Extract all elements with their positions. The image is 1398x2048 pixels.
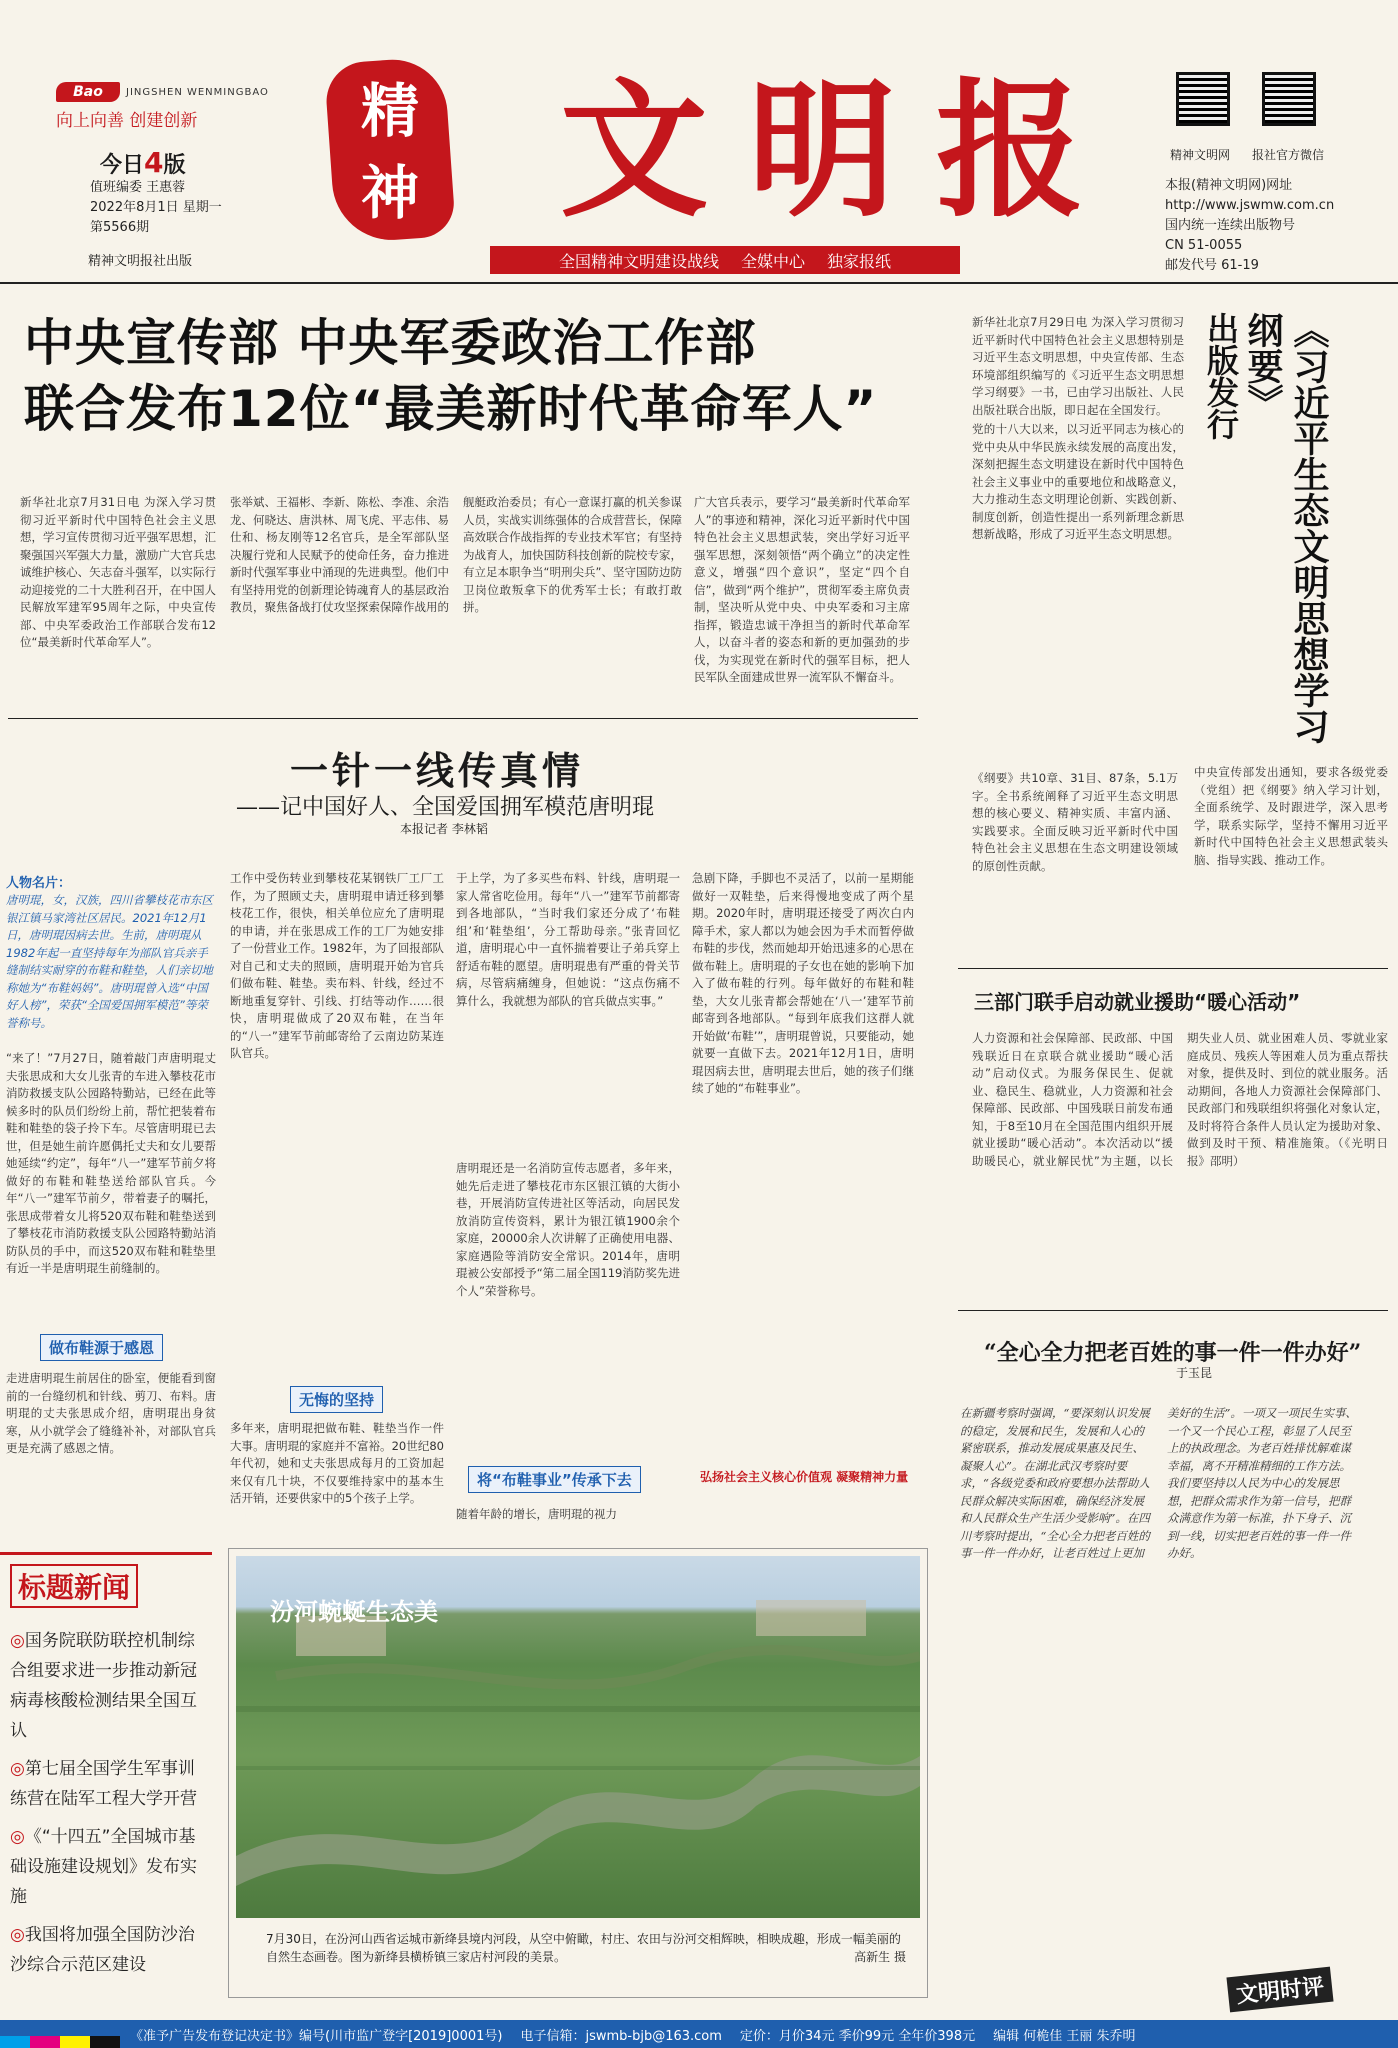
feature-column xyxy=(6,1050,216,1330)
banner-item: 全国精神文明建设战线 xyxy=(558,251,719,271)
lead-story-column xyxy=(230,494,682,724)
publisher: 精神文明报社出版 xyxy=(88,254,193,269)
employment-title[interactable]: 三部门联手启动就业援助“暖心活动” xyxy=(974,990,1301,1014)
paragraph: 党的十八大以来，以习近平同志为核心的党中央从中华民族永续发展的高度出发，深刻把握生态文明建设在新时代中国特色社会主义事业中的重要地位和战略意义，大力推动生态文明理论创新、实践创新、制度创新，创造性提出一系列新理念新思想新战略，形成了习近平生态文明思想。 xyxy=(972,422,1184,541)
qr-label: 报社官方微信 xyxy=(1252,148,1325,162)
paragraph: 新华社北京7月31日电 为深入学习贯彻习近平新时代中国特色社会主义思想，学习宣传贯彻习近平强军思想，汇聚强国兴军强大力量，激励广大官兵忠诚维护核心、矢志奋斗强军，以实际行动迎接党的二十大胜利召开，在中国人民解放军建军95周年之际，中央宣传部、中央军委政治工作部联合发布12位“最美新时代革命军人”。 xyxy=(20,495,216,649)
today-unit: 版 xyxy=(163,153,186,178)
paragraph: 随着年龄的增长，唐明琨的视力 xyxy=(456,1507,617,1521)
slogan: 向上向善 创建创新 xyxy=(56,111,198,131)
logo-mark: Bao xyxy=(56,82,120,102)
site-info-line: CN 51-0055 xyxy=(1165,238,1243,253)
commentary-title[interactable]: “全心全力把老百姓的事一件一件办好” xyxy=(984,1340,1362,1366)
photo-caption xyxy=(266,1930,906,1966)
site-info-line: 本报(精神文明网)网址 xyxy=(1165,178,1293,193)
page-footer xyxy=(0,2020,1398,2048)
footer-price: 定价：月价34元 季价99元 全年价398元 xyxy=(739,2028,976,2044)
headline-line: 联合发布12位“最美新时代革命军人” xyxy=(24,380,878,438)
site-url[interactable]: http://www.jswmw.com.cn xyxy=(1165,198,1335,213)
masthead-banner xyxy=(490,246,960,274)
briefs-list xyxy=(10,1626,206,1980)
footer-license: 《准予广告发布登记决定书》编号(川市监广登字[2019]0001号) xyxy=(130,2028,503,2044)
lead-headline[interactable] xyxy=(24,310,877,442)
photo-credit: 高新生 摄 xyxy=(854,1950,906,1964)
seal-text: 精神 xyxy=(360,77,419,227)
paragraph: 广大官兵表示，要学习“最美新时代革命军人”的事迹和精神，深化习近平新时代中国特色社会主义思想武装，突出学好习近平强军思想，深刻领悟“两个确立”的决定性意义，增强“四个意识”，坚定“四个自信”，做到“两个维护”，贯彻军委主席负责制，坚决听从党中央、中央军委和习主席指挥，锻造忠诚干净担当的新时代革命军人，以奋斗者的姿态和新的更加强劲的步伐，为实现党在新时代的强军目标，把人民军队全面建成世界一流军队不懈奋斗。 xyxy=(694,495,910,684)
duty-editor: 值班编委 王惠蓉 xyxy=(90,180,186,195)
feature-column xyxy=(692,870,914,1460)
feature-title[interactable]: 一针一线传真情 xyxy=(290,748,585,793)
issue-number: 第5566期 xyxy=(90,220,150,235)
commentary-logo: 文明时评 xyxy=(1226,1967,1333,2013)
feature-subhead: 做布鞋源于感恩 xyxy=(40,1334,163,1361)
print-color-bar xyxy=(0,2036,120,2048)
paragraph: 走进唐明琨生前居住的卧室，便能看到窗前的一台缝纫机和针线、剪刀、布料。唐明琨的丈夫张思成介绍，唐明琨出身贫寒，从小就学会了缝缝补补，对部队官兵更是充满了感恩之情。 xyxy=(6,1371,216,1455)
section-divider xyxy=(958,968,1388,969)
qr-label: 精神文明网 xyxy=(1170,148,1231,162)
lead-story-column xyxy=(20,494,216,724)
vertical-story-column xyxy=(972,314,1184,774)
bullet-icon: ◎ xyxy=(10,1925,25,1945)
caption-text: 7月30日，在汾河山西省运城市新绛县境内河段，从空中俯瞰，村庄、农田与汾河交相辉映，相映成趣，形成一幅美丽的自然生态画卷。图为新绛县横桥镇三家店村河段的美景。 xyxy=(266,1932,901,1964)
paragraph: 人力资源和社会保障部、民政部、中国残联近日在京联合就业援助“暖心活动”启动仪式。为服务保民生、促就业、稳民生、稳就业，人力资源和社会保障部、民政部、中国残联日前发布通知，于8至10月在全国范围内组织开展就业援助“暖心活动”。本次活动以“援助暖民心，就业解民忧”为主题，以长期失业人员、就业困难人员、零就业家庭成员、残疾人等困难人员为重点帮扶对象，提供及时、到位的就业服务。活动期间，各地人力资源社会保障部门、民政部门和残联组织将强化对象认定，及时将符合条件人员认定为援助对象、做到及时干预、精准施策。（《光明日报》邵明） xyxy=(972,1031,1388,1168)
today-page-count: 4 xyxy=(144,146,164,179)
brief-text: 国务院联防联控机制综合组要求进一步推动新冠病毒核酸检测结果全国互认 xyxy=(10,1631,197,1741)
masthead-divider xyxy=(0,282,1398,284)
vertical-story-column xyxy=(972,770,1178,960)
bullet-icon: ◎ xyxy=(10,1631,25,1651)
commentary-body xyxy=(960,1405,1360,1965)
values-blurb: 弘扬社会主义核心价值观 凝聚精神力量 xyxy=(700,1470,909,1484)
feature-column xyxy=(456,1506,680,1536)
feature-subtitle: ——记中国好人、全国爱国拥军模范唐明琨 xyxy=(236,795,655,820)
brief-text: 《“十四五”全国城市基础设施建设规划》发布实施 xyxy=(10,1827,197,1907)
banner-item: 全媒中心 xyxy=(740,251,805,271)
today-pages xyxy=(100,146,186,179)
vertical-story-column xyxy=(1194,764,1388,960)
site-info-line: 邮发代号 61-19 xyxy=(1165,258,1259,273)
today-label: 今日 xyxy=(100,153,145,178)
footer-editors: 编辑 何桅佳 王丽 朱乔明 xyxy=(993,2028,1136,2044)
paragraph: 中央宣传部发出通知，要求各级党委（党组）把《纲要》纳入学习计划，全面系统学、及时跟进学，深入思考学，联系实际学，坚持不懈用习近平新时代中国特色社会主义思想武装头脑、指导实践、推动工作。 xyxy=(1194,765,1388,867)
commentary-author: 于玉昆 xyxy=(1176,1366,1213,1380)
newspaper-logo xyxy=(56,82,269,102)
feature-column xyxy=(456,870,680,1154)
paragraph: 工作中受伤转业到攀枝花某钢铁厂工厂工作，为了照顾丈夫，唐明琨申请迁移到攀枝花工作，很快，相关单位应允了唐明琨的申请，并在张思成工作的工厂为她安排了一份营业工作。1982年，为了回报部队对自己和丈夫的照顾，唐明琨开始为官兵们做布鞋、鞋垫。卖布料、针线，经过不断地重复穿针、引线、打结等动作……很快，唐明琨做成了20双布鞋，在当年的“八一”建军节前邮寄给了云南边防某连队官兵。 xyxy=(230,871,444,1060)
brief-item[interactable] xyxy=(10,1626,206,1746)
paragraph: 于上学，为了多买些布料、针线，唐明琨一家人常省吃俭用。每年“八一”建军节前都寄到各地部队，“当时我们家还分成了‘布鞋组’和‘鞋垫组’，分工帮助母亲。”张青回忆道，唐明琨心中一直怀揣着要让子弟兵穿上舒适布鞋的愿望。唐明琨患有严重的骨关节病，尽管病痛缠身，但她说：“这点伤痛不算什么，我就想为部队的官兵做点实事。” xyxy=(456,871,680,1008)
byline: 本报记者 李林韬 xyxy=(400,822,488,836)
paragraph: 《纲要》共10章、31目、87条，5.1万字。全书系统阐释了习近平生态文明思想的核心要义、精神实质、丰富内涵、实践要求。全面反映习近平新时代中国特色社会主义思想在生态文明建设领域的原创性贡献。 xyxy=(972,771,1178,873)
lead-story-column xyxy=(694,494,910,724)
paragraph: 唐明琨还是一名消防宣传志愿者，多年来，她先后走进了攀枝花市东区银江镇的大街小巷，开展消防宣传进社区等活动，向居民发放消防宣传资料，累计为银江镇1900余个家庭，20000余人次讲解了正确使用电器、家庭遇险等消防安全常识。2014年，唐明琨被公安部授予“第二届全国119消防奖先进个人”荣誉称号。 xyxy=(456,1161,680,1298)
site-info-line: 国内统一连续出版物号 xyxy=(1165,218,1296,233)
logo-english: JINGSHEN WENMINGBAO xyxy=(126,86,269,98)
photo-title: 汾河蜿蜒生态美 xyxy=(270,1597,438,1626)
newspaper-title: 文明报 xyxy=(560,63,1124,237)
profile-label: 人物名片： xyxy=(6,876,72,891)
paragraph: 多年来，唐明琨把做布鞋、鞋垫当作一件大事。唐明琨的家庭并不富裕。20世纪80年代初，她和丈夫张思成每月的工资加起来仅有几十块，不仅要维持家中的基本生活开销，还要供家中的5个孩子上学。 xyxy=(230,1421,444,1505)
bullet-icon: ◎ xyxy=(10,1827,25,1847)
issue-meta xyxy=(90,178,222,238)
paragraph: 在新疆考察时强调，“要深刻认识发展的稳定，发展和民生，发展和人心的紧密联系，推动发展成果惠及民生、凝聚人心”。在湖北武汉考察时要求，“各级党委和政府要想办法帮助人民群众解决实际困难，确保经济发展和人民群众生产生活少受影响”。在四川考察时提出，“全心全力把老百姓的事一件一件办好，让老百姓过上更加美好的生活”。一项又一项民生实事、一个又一个民心工程，彰显了人民至上的执政理念。为老百姓排忧解难谋幸福，离不开精准精细的工作方法。我们要坚持以人民为中心的发展思想，把群众需求作为第一信号，把群众满意作为第一标准，扑下身子、沉到一线，切实把老百姓的事一件一件办好。 xyxy=(960,1406,1357,1560)
feature-column xyxy=(6,1370,216,1538)
paragraph: 急剧下降，手脚也不灵活了，以前一星期能做好一双鞋垫，后来得慢地变成了两个星期。2020年时，唐明琨还接受了两次白内障手术，家人都以为她会因为手术而暂停做布鞋的步伐，然而她却开始迅速多的心思在做布鞋上。唐明琨的子女也在她的影响下加入了做布鞋的行列。每年做好的布鞋和鞋垫，大女儿张青都会帮她在‘八一’建军节前邮寄到各地部队。“每到年底我们这群人就开始做‘布鞋’”，唐明琨曾说，只要能动，她就要一直做下去。2021年12月1日，唐明琨因病去世，唐明琨去世后，她的孩子们继续了她的“布鞋事业”。 xyxy=(692,871,914,1095)
footer-email[interactable]: 电子信箱：jswmb-bjb@163.com xyxy=(520,2028,722,2044)
qr-code-icon[interactable] xyxy=(1176,72,1230,126)
feature-subhead: 将“布鞋事业”传承下去 xyxy=(468,1466,641,1493)
site-info xyxy=(1165,176,1334,276)
issue-date: 2022年8月1日 星期一 xyxy=(90,200,222,215)
feature-column xyxy=(230,870,444,1384)
paragraph: 新华社北京7月29日电 为深入学习贯彻习近平新时代中国特色社会主义思想特别是习近平生态文明思想，中央宣传部、生态环境部组织编写的《习近平生态文明思想学习纲要》一书，已由学习出版社、人民出版社联合出版，即日起在全国发行。 xyxy=(972,315,1184,417)
vertical-story-subtitle: 出版发行 xyxy=(1202,312,1240,440)
qr-code-icon[interactable] xyxy=(1262,72,1316,126)
banner-item: 独家报纸 xyxy=(827,251,892,271)
headline-line: 中央宣传部 中央军委政治工作部 xyxy=(24,314,757,372)
paragraph: 张举斌、王福彬、李新、陈松、李准、余浩龙、何晓达、唐洪林、周飞虎、平志伟、易仕和、杨友刚等12名官兵，是全军部队坚决履行党和人民赋予的使命任务，奋力推进新时代强军事业中涌现的先进典型。他们中有坚持用党的创新理论铸魂育人的基层政治教员，聚焦备战打仗攻坚探索保障作战用的舰艇政治委员；有心一意谋打赢的机关参谋人员，实战实训练强体的合成营营长，保障高效联合作战指挥的专业技术军官；有坚持为战育人，加快国防科技创新的院校专家，有立足本职争当“明刑尖兵”、坚守国防边防卫岗位敢叛拿下的优秀军士长；有敢打敢拼。 xyxy=(230,495,682,614)
feature-column xyxy=(456,1160,680,1460)
briefs-heading: 标题新闻 xyxy=(10,1564,138,1608)
vertical-story-title[interactable]: 《习近平生态文明思想学习纲要》 xyxy=(1242,312,1330,744)
feature-subhead: 无悔的坚持 xyxy=(290,1386,383,1413)
feature-column xyxy=(230,1420,444,1538)
brief-text: 我国将加强全国防沙治沙综合示范区建设 xyxy=(10,1925,195,1975)
brief-item[interactable] xyxy=(10,1822,206,1912)
paragraph: “来了！”7月27日，随着敲门声唐明琨丈夫张思成和大女儿张青的车进入攀枝花市消防救援支队公园路特勤站，已经在此等候多时的队员们纷纷上前，帮忙把装着布鞋和鞋垫的袋子拎下车。尽管唐明琨已去世，但是她生前许愿偶托丈夫和女儿要帮她延续“约定”，每年“八一”建军节前夕将做好的布鞋和鞋垫送给部队官兵。今年“八一”建军节前夕，带着妻子的嘱托，张思成带着女儿将520双布鞋和鞋垫送到了攀枝花市消防救援支队公园路特勤站消防队员的手中，而这520双布鞋和鞋垫里有近一半是唐明琨生前缝制的。 xyxy=(6,1051,216,1275)
brief-item[interactable] xyxy=(10,1754,206,1814)
profile-card: 唐明琨，女，汉族，四川省攀枝花市东区银江镇马家湾社区居民。2021年12月1日，唐明琨因病去世。生前，唐明琨从1982年起一直坚持每年为部队官兵亲手缝制结实耐穿的布鞋和鞋垫，人们亲切地称她为“布鞋妈妈”。唐明琨曾入选“中国好人榜”，荣获“全国爱国拥军模范”等荣誉称号。 xyxy=(6,893,213,1030)
brief-text: 第七届全国学生军事训练营在陆军工程大学开营 xyxy=(10,1759,197,1809)
section-divider xyxy=(958,1310,1388,1311)
section-divider xyxy=(8,718,918,719)
employment-body xyxy=(972,1030,1388,1292)
bullet-icon: ◎ xyxy=(10,1759,25,1779)
brief-item[interactable] xyxy=(10,1920,206,1980)
